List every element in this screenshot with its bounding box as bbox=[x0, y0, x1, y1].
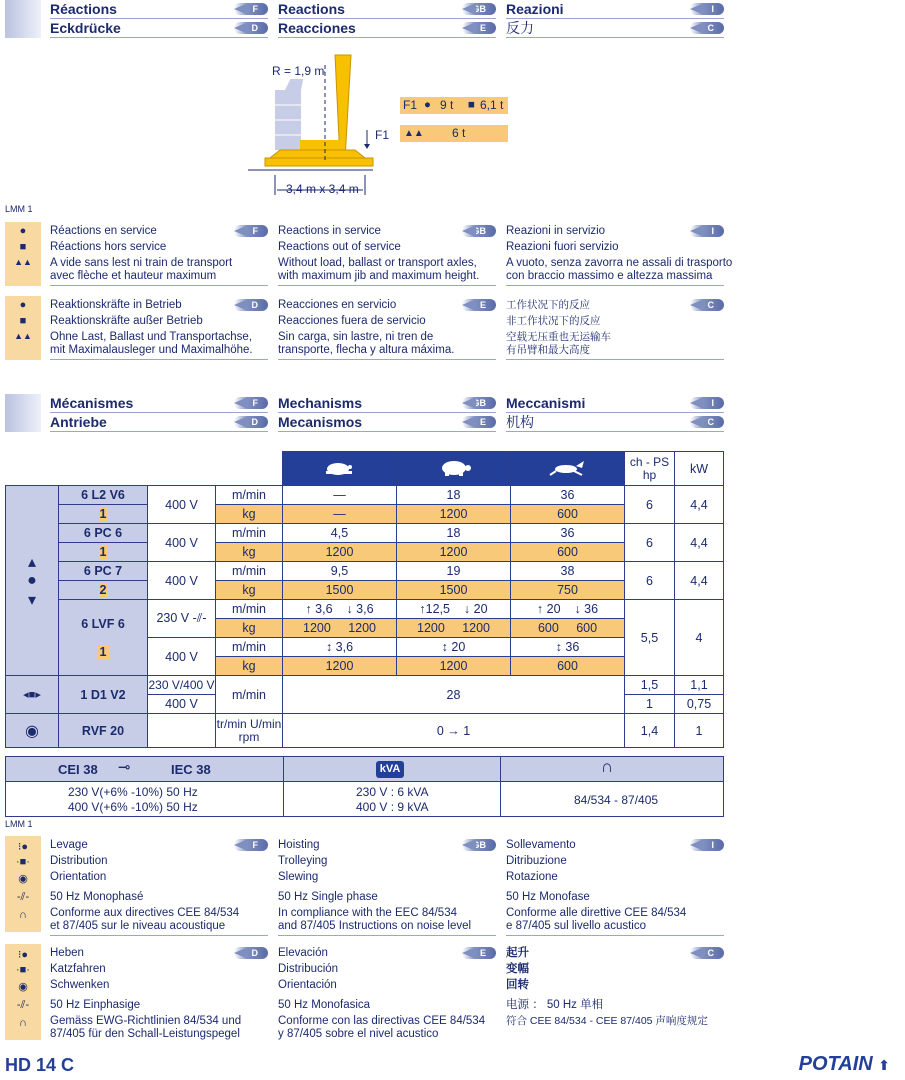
kva-line: 400 V : 9 kVA bbox=[356, 800, 429, 814]
legend-line: Gemäss EWG-Richtlinien 84/534 und bbox=[50, 1015, 242, 1027]
mech-legend-es bbox=[278, 944, 496, 1044]
mech-num: 1 bbox=[97, 645, 110, 659]
service-dot-icon: ● bbox=[19, 225, 27, 237]
badge-e: E bbox=[462, 22, 496, 34]
hoisting-icon: ▴ ● ▾ bbox=[6, 486, 59, 676]
mech-name: 6 L2 V6 bbox=[59, 486, 148, 505]
legend-line: Reaktionskräfte in Betrieb bbox=[50, 299, 182, 311]
hp-val: 1,4 bbox=[625, 714, 675, 748]
legend-line: Heben bbox=[50, 947, 84, 959]
badge-e: E bbox=[462, 416, 496, 428]
divider bbox=[500, 757, 501, 816]
mech-legend-cn bbox=[506, 944, 724, 1044]
legend-line: 50 Hz Monofasica bbox=[278, 999, 371, 1011]
unit: m/min bbox=[216, 524, 283, 543]
speed-val: 18 bbox=[397, 524, 511, 543]
mech-legend-fr bbox=[50, 836, 268, 936]
legend-line: 87/405 für den Schall-Leistungspegel bbox=[50, 1028, 240, 1040]
legend-line: Conforme con las directivas CEE 84/534 bbox=[278, 1015, 486, 1027]
lmm-label: LMM 1 bbox=[5, 204, 33, 214]
hp-val: 5,5 bbox=[625, 600, 675, 676]
mech-legend-it bbox=[506, 836, 724, 936]
legend-line: Sin carga, sin lastre, ni tren de bbox=[278, 331, 434, 343]
legend-line: Reactions out of service bbox=[278, 241, 401, 253]
speed-pair: ↑12,5 ↓ 20 bbox=[397, 600, 511, 619]
legend-line: Conforme aux directives CEE 84/534 bbox=[50, 907, 240, 919]
legend-line: In compliance with the EEC 84/534 bbox=[278, 907, 457, 919]
unit: kg bbox=[216, 505, 283, 524]
unit: m/min bbox=[216, 676, 283, 714]
legend-line: with maximum jib and maximum height. bbox=[278, 270, 480, 282]
legend-line: 50 Hz Einphasige bbox=[50, 999, 141, 1011]
kw-val: 0,75 bbox=[675, 695, 724, 714]
legend-line: Reactions in service bbox=[278, 225, 381, 237]
badge-i: I bbox=[690, 225, 724, 237]
badge-c: C bbox=[690, 22, 724, 34]
mech-name-lvf: 6 LVF 6 1 bbox=[59, 600, 148, 676]
reactions-header-it-cn bbox=[506, 0, 724, 38]
kw-val: 4 bbox=[675, 600, 724, 676]
badge-d: D bbox=[234, 299, 268, 311]
load-val: 1200 bbox=[397, 505, 511, 524]
potain-logo bbox=[799, 1053, 890, 1076]
voltage-line: 400 V(+6% -10%) 50 Hz bbox=[68, 800, 198, 814]
model-name: HD 14 C bbox=[5, 1055, 75, 1075]
badge-e: E bbox=[462, 299, 496, 311]
legend-line: con braccio massimo e altezza massima bbox=[506, 270, 713, 282]
single-phase-icon: -⫽- bbox=[16, 891, 30, 903]
legend-gb bbox=[278, 222, 496, 286]
force-label: F1 bbox=[375, 128, 390, 142]
load-val: 1200 bbox=[397, 657, 511, 676]
single-phase-icon: -⫽- bbox=[16, 999, 30, 1011]
legend-line: and 87/405 Instructions on noise level bbox=[278, 920, 472, 932]
load-pair: 1200 1200 bbox=[283, 619, 397, 638]
badge-gb: GB bbox=[462, 3, 496, 15]
mech-name: RVF 20 bbox=[59, 714, 148, 748]
badge-f: F bbox=[234, 3, 268, 15]
badge-gb: GB bbox=[462, 839, 496, 851]
headphones-icon: ∩ bbox=[19, 1017, 27, 1029]
legend-line: 50 Hz Monofase bbox=[506, 891, 590, 903]
out-of-service-square-icon: ■ bbox=[19, 241, 27, 253]
out-of-service-square-icon: ■ bbox=[19, 315, 27, 327]
out-of-service-square-icon: ■ bbox=[468, 99, 475, 111]
speed-val: 4,5 bbox=[283, 524, 397, 543]
legend-line: Reacciones fuera de servicio bbox=[278, 315, 426, 327]
cei-label: CEI 38 bbox=[58, 762, 98, 777]
kw-val: 1,1 bbox=[675, 676, 724, 695]
mech-header-fr-de bbox=[50, 394, 268, 432]
legend-line: Réactions en service bbox=[50, 225, 157, 237]
mech-legend-gb bbox=[278, 836, 496, 936]
header-it: Meccanismi bbox=[506, 395, 586, 411]
kw-val: 1 bbox=[675, 714, 724, 748]
badge-c: C bbox=[690, 416, 724, 428]
legend-line: Ditribuzione bbox=[506, 855, 567, 867]
mech-name: 6 PC 7 bbox=[59, 562, 148, 581]
divider bbox=[283, 757, 284, 816]
slow-speed-snail-icon bbox=[283, 452, 397, 486]
reactions-header-gb-es bbox=[278, 0, 496, 38]
badge-i: I bbox=[690, 839, 724, 851]
speed-val: 36 bbox=[511, 524, 625, 543]
legend-de bbox=[50, 296, 268, 360]
legend-line: Schwenken bbox=[50, 979, 110, 991]
badge-d: D bbox=[234, 416, 268, 428]
header-fr: Mécanismes bbox=[50, 395, 134, 411]
f1-out-value: 6,1 t bbox=[480, 98, 504, 112]
kw-header: kW bbox=[675, 452, 724, 486]
single-phase-icon: -⫽- bbox=[192, 611, 207, 625]
legend-line: Reazioni in servizio bbox=[506, 225, 606, 237]
slewing-icon: ◉ bbox=[18, 981, 28, 993]
badge-c: C bbox=[690, 299, 724, 311]
legend-line: Ohne Last, Ballast und Transportachse, bbox=[50, 331, 253, 343]
header-de: Antriebe bbox=[50, 414, 107, 430]
speed-pair: ↑ 3,6 ↓ 3,6 bbox=[283, 600, 397, 619]
legend-line: Hoisting bbox=[278, 839, 320, 851]
unit: tr/min U/min rpm bbox=[216, 714, 283, 748]
header-de: Eckdrücke bbox=[50, 20, 121, 36]
mech-num: 1 bbox=[99, 507, 107, 521]
badge-f: F bbox=[234, 225, 268, 237]
legend-line: 变幅 bbox=[506, 963, 529, 975]
header-es: Reacciones bbox=[278, 20, 356, 36]
legend-line: Levage bbox=[50, 839, 88, 851]
voltage-line: 230 V(+6% -10%) 50 Hz bbox=[68, 785, 198, 799]
mechanisms-table bbox=[5, 451, 724, 748]
legend-line: Slewing bbox=[278, 871, 319, 883]
speed-val: — bbox=[283, 486, 397, 505]
base-size-label: 3,4 m x 3,4 m bbox=[286, 182, 359, 196]
load-val: 1200 bbox=[283, 543, 397, 562]
hp-val: 1 bbox=[625, 695, 675, 714]
service-dot-icon: ● bbox=[424, 99, 431, 111]
header-es: Mecanismos bbox=[278, 414, 363, 430]
legend-line: Orientación bbox=[278, 979, 337, 991]
badge-i: I bbox=[690, 397, 724, 409]
medium-speed-turtle-icon bbox=[397, 452, 511, 486]
trolleying-icon: ◂■▸ bbox=[6, 676, 59, 714]
speed-val: 38 bbox=[511, 562, 625, 581]
legend-line: A vuoto, senza zavorra ne assali di trasporto bbox=[506, 257, 733, 269]
load-val: 750 bbox=[511, 581, 625, 600]
mech-name: 6 PC 6 bbox=[59, 524, 148, 543]
unit: m/min bbox=[216, 600, 283, 619]
unit: m/min bbox=[216, 562, 283, 581]
legend-line: 起升 bbox=[506, 947, 529, 959]
legend-line: Without load, ballast or transport axles, bbox=[278, 257, 477, 269]
trolleying-icon: ·■· bbox=[16, 964, 30, 976]
unit: kg bbox=[216, 581, 283, 600]
badge-d: D bbox=[234, 947, 268, 959]
section-marker bbox=[5, 0, 41, 38]
headphones-icon: ∩ bbox=[601, 757, 614, 776]
legend-line: Reacciones en servicio bbox=[278, 299, 397, 311]
brand-name: POTAIN bbox=[798, 1053, 873, 1075]
legend-line: Orientation bbox=[50, 871, 107, 883]
load-val: — bbox=[283, 505, 397, 524]
kw-val: 4,4 bbox=[675, 562, 724, 600]
mech-num: 2 bbox=[99, 583, 107, 597]
legend-line: Reazioni fuori servizio bbox=[506, 241, 619, 253]
legend-line: avec flèche et hauteur maximum bbox=[50, 270, 217, 282]
mech-header-gb-es bbox=[278, 394, 496, 432]
load-val: 1200 bbox=[283, 657, 397, 676]
f1-label: F1 bbox=[403, 98, 418, 112]
f1-service-value: 9 t bbox=[440, 98, 454, 112]
legend-line: y 87/405 sobre el nivel acustico bbox=[278, 1028, 439, 1040]
header-fr: Réactions bbox=[50, 1, 117, 17]
plug-icon: ⊸ bbox=[118, 759, 131, 776]
speed-val: 18 bbox=[397, 486, 511, 505]
speed-pair: ↑ 20 ↓ 36 bbox=[511, 600, 625, 619]
legend-line: A vide sans lest ni train de transport bbox=[50, 257, 233, 269]
header-gb: Reactions bbox=[278, 1, 345, 17]
noise-directive: 84/534 - 87/405 bbox=[574, 793, 659, 807]
header-gb: Mechanisms bbox=[278, 395, 363, 411]
load-val: 600 bbox=[511, 505, 625, 524]
legend-line: 50 Hz Single phase bbox=[278, 891, 378, 903]
speed-val: 36 bbox=[511, 486, 625, 505]
trolley-speed: 28 bbox=[283, 676, 625, 714]
slewing-speed: 0 → 1 bbox=[283, 714, 625, 748]
badge-c: C bbox=[690, 947, 724, 959]
speed-val: ↕ 20 bbox=[397, 638, 511, 657]
fast-speed-hare-icon bbox=[511, 452, 625, 486]
voltage: 230 V/400 V bbox=[148, 676, 216, 695]
hp-val: 6 bbox=[625, 524, 675, 562]
mech-header-it-cn bbox=[506, 394, 724, 432]
badge-e: E bbox=[462, 947, 496, 959]
legend-line: Distribución bbox=[278, 963, 339, 975]
header-it: Reazioni bbox=[506, 1, 564, 17]
voltage: 400 V bbox=[148, 524, 216, 562]
legend-line: Rotazione bbox=[506, 871, 558, 883]
legend-es bbox=[278, 296, 496, 360]
speed-val: ↕ 36 bbox=[511, 638, 625, 657]
legend-line: e 87/405 sul livello acustico bbox=[506, 920, 646, 932]
voltage-single-phase: 230 V -⫽- bbox=[148, 600, 216, 638]
legend-line: Réactions hors service bbox=[50, 241, 167, 253]
load-val: 1500 bbox=[397, 581, 511, 600]
service-dot-icon: ● bbox=[19, 299, 27, 311]
unit: m/min bbox=[216, 638, 283, 657]
load-val: 1200 bbox=[397, 543, 511, 562]
hoisting-icon: ⁝● bbox=[17, 841, 29, 853]
speed-val: ↕ 3,6 bbox=[283, 638, 397, 657]
legend-line: Katzfahren bbox=[50, 963, 106, 975]
load-val: 600 bbox=[511, 543, 625, 562]
legend-line: Elevación bbox=[278, 947, 328, 959]
power-head-row bbox=[6, 757, 723, 782]
hp-val: 6 bbox=[625, 562, 675, 600]
speed-val: 9,5 bbox=[283, 562, 397, 581]
badge-f: F bbox=[234, 839, 268, 851]
badge-gb: GB bbox=[462, 225, 496, 237]
kva-line: 230 V : 6 kVA bbox=[356, 785, 429, 799]
legend-line: Conforme alle direttive CEE 84/534 bbox=[506, 907, 687, 919]
legend-line: mit Maximalausleger und Maximalhöhe. bbox=[50, 344, 253, 356]
voltage: 400 V bbox=[148, 562, 216, 600]
lmm-label: LMM 1 bbox=[5, 819, 33, 829]
legend-line: 50 Hz Monophasé bbox=[50, 891, 144, 903]
slewing-icon: ◉ bbox=[6, 714, 59, 748]
legend-line: 有吊臂和最大高度 bbox=[506, 344, 590, 356]
legend-fr bbox=[50, 222, 268, 286]
header-cn: 机构 bbox=[506, 414, 534, 430]
badge-i: I bbox=[690, 3, 724, 15]
legend-it bbox=[506, 222, 733, 286]
legend-line: 回转 bbox=[506, 979, 529, 991]
badge-gb: GB bbox=[462, 397, 496, 409]
legend-line: 电源 ： 50 Hz 单相 bbox=[506, 999, 604, 1011]
iec-label: IEC 38 bbox=[171, 762, 211, 777]
legend-cn bbox=[506, 296, 724, 360]
transport-crane-icon: ▲▲ bbox=[14, 257, 32, 267]
radius-label: R = 1,9 m bbox=[272, 64, 325, 78]
hp-val: 1,5 bbox=[625, 676, 675, 695]
transport-value: 6 t bbox=[452, 126, 466, 140]
voltage: 400 V bbox=[148, 695, 216, 714]
potain-arrow-icon: ⬆ bbox=[878, 1057, 890, 1073]
voltage: 400 V bbox=[148, 638, 216, 676]
unit: kg bbox=[216, 657, 283, 676]
legend-line: Distribution bbox=[50, 855, 108, 867]
legend-line: 空载无压重也无运输车 bbox=[506, 331, 611, 343]
trolleying-icon: ·■· bbox=[16, 856, 30, 868]
mech-num: 1 bbox=[99, 545, 107, 559]
kw-val: 4,4 bbox=[675, 486, 724, 524]
power-table bbox=[5, 756, 724, 817]
header-cn: 反力 bbox=[506, 20, 534, 36]
legend-line: 符合 CEE 84/534 - CEE 87/405 声响度规定 bbox=[506, 1015, 708, 1027]
transport-crane-icon: ▲▲ bbox=[14, 331, 32, 341]
hp-val: 6 bbox=[625, 486, 675, 524]
legend-line: Reaktionskräfte außer Betrieb bbox=[50, 315, 203, 327]
mech-legend-de bbox=[50, 944, 268, 1044]
load-pair: 600 600 bbox=[511, 619, 625, 638]
badge-d: D bbox=[234, 22, 268, 34]
badge-f: F bbox=[234, 397, 268, 409]
unit: kg bbox=[216, 619, 283, 638]
legend-line: Sollevamento bbox=[506, 839, 576, 851]
mech-name: 1 D1 V2 bbox=[59, 676, 148, 714]
hoisting-icon: ⁝● bbox=[17, 949, 29, 961]
headphones-icon: ∩ bbox=[19, 909, 27, 921]
unit: m/min bbox=[216, 486, 283, 505]
section-marker bbox=[5, 394, 41, 432]
load-val: 1500 bbox=[283, 581, 397, 600]
load-pair: 1200 1200 bbox=[397, 619, 511, 638]
hp-header: ch - PS hp bbox=[625, 452, 675, 486]
legend-line: Trolleying bbox=[278, 855, 328, 867]
load-val: 600 bbox=[511, 657, 625, 676]
unit: kg bbox=[216, 543, 283, 562]
reactions-header-fr-de bbox=[50, 0, 268, 38]
legend-line: transporte, flecha y altura máxima. bbox=[278, 344, 455, 356]
slewing-icon: ◉ bbox=[18, 873, 28, 885]
voltage: 400 V bbox=[148, 486, 216, 524]
legend-line: et 87/405 sur le niveau acoustique bbox=[50, 920, 226, 932]
legend-line: 工作状况下的反应 bbox=[506, 299, 590, 311]
legend-line: 非工作状况下的反应 bbox=[506, 315, 601, 327]
kva-badge: kVA bbox=[376, 761, 404, 778]
kw-val: 4,4 bbox=[675, 524, 724, 562]
speed-val: 19 bbox=[397, 562, 511, 581]
transport-crane-icon: ▲▲ bbox=[404, 128, 424, 139]
